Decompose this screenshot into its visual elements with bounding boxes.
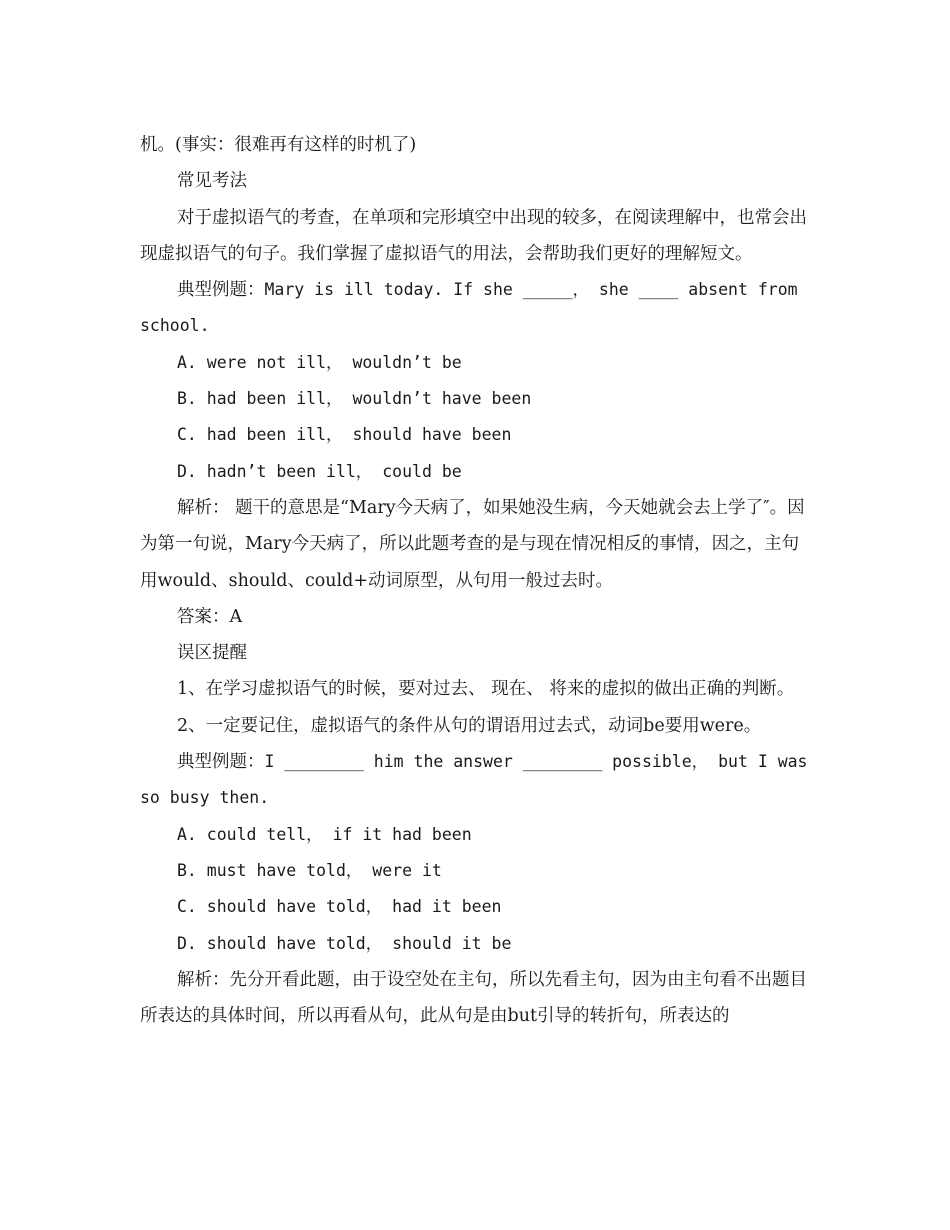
option-a: A. were not ill， wouldn’t be <box>177 352 462 372</box>
option-b: B. had been ill， wouldn’t have been <box>177 389 532 409</box>
example-question-text: I ________ him the answer ________ possible， but I was so busy then. <box>140 752 808 808</box>
example-question-2 <box>140 744 812 817</box>
option-c: C. should have told， had it been <box>177 897 502 917</box>
example-question-1 <box>140 272 812 345</box>
section-heading-pitfalls: 误区提醒 <box>177 643 247 664</box>
option-d: D. hadn’t been ill， could be <box>177 461 462 481</box>
option-a: A. could tell， if it had been <box>177 824 472 844</box>
document-body <box>140 127 812 1034</box>
example-label: 典型例题： <box>177 280 265 301</box>
example-label: 典型例题： <box>177 752 265 773</box>
example-question-text: Mary is ill today. If she _____， she ____ absent from school. <box>140 280 798 336</box>
answer-line: 答案：A <box>177 606 243 627</box>
option-d: D. should have told， should it be <box>177 933 512 953</box>
section-heading-common-test-methods: 常见考法 <box>177 171 247 192</box>
analysis-paragraph-2: 解析：先分开看此题，由于设空处在主句，所以先看主句，因为由主句看不出题目所表达的具体时间，所以再看从句，此从句是由but引导的转折句，所表达的 <box>140 969 807 1027</box>
pitfall-item-1: 1、在学习虚拟语气的时候，要对过去、 现在、 将来的虚拟的做出正确的判断。 <box>177 679 795 700</box>
paragraph-continuation: 机。(事实：很难再有这样的时机了) <box>140 135 417 155</box>
option-c: C. had been ill， should have been <box>177 425 512 445</box>
pitfall-item-2: 2、一定要记住，虚拟语气的条件从句的谓语用过去式，动词be要用were。 <box>177 715 762 736</box>
paragraph-intro: 对于虚拟语气的考查，在单项和完形填空中出现的较多，在阅读理解中，也常会出现虚拟语气的句子。我们掌握了虚拟语气的用法，会帮助我们更好的理解短文。 <box>140 207 807 264</box>
option-b: B. must have told， were it <box>177 860 442 880</box>
analysis-paragraph-1: 解析： 题干的意思是“Mary今天病了，如果她没生病，今天她就会去上学了″。因为第一句说，Mary今天病了，所以此题考查的是与现在情况相反的事情，因之，主句用would、should、could+动词原型，从句用一般过去时。 <box>140 497 805 591</box>
